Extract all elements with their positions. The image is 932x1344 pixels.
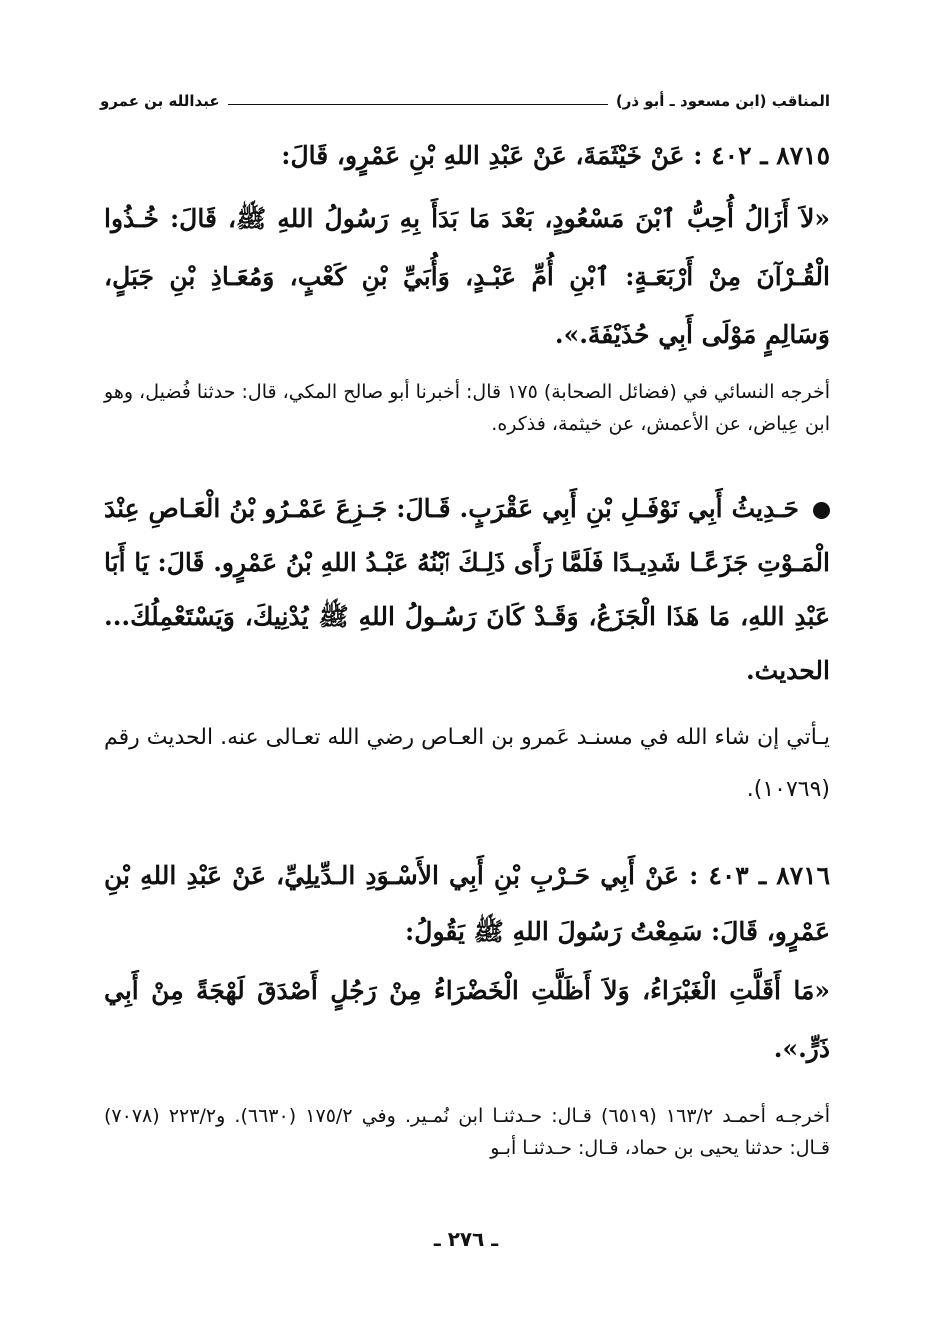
hadith-8715-heading: ٨٧١٥ ـ ٤٠٢ : عَنْ خَيْثَمَةَ، عَنْ عَبْدِ اللهِ بْنِ عَمْرٍو، قَالَ: <box>281 141 830 170</box>
hadith-8715-text: «لاَ أَزَالُ أُحِبُّ ٱبْنَ مَسْعُودٍ، بَعْدَ مَا بَدَأَ بِهِ رَسُولُ اللهِ ﷺ، قَالَ: خُـذُوا الْقُـرْآنَ مِنْ أَرْبَعَـةٍ: ٱبْنِ أُمِّ عَبْـدٍ، وَأُبَيِّ بْنِ كَعْبٍ، وَمُعَـاذِ بْنِ جَبَلٍ، وَسَالِمٍ مَوْلَى أَبِي حُذَيْفَةَ.». <box>104 204 830 349</box>
header-rule <box>228 104 608 105</box>
takhrij-8716: أخرجـه أحمـد ١٦٣/٢ (٦٥١٩) قـال: حـدثنـا ابن نُمـير. وفي ١٧٥/٢ (٦٦٣٠). و٢٢٣/٢ (٧٠٧٨) قـال: حدثنا يحيى بن حماد، قـال: حـدثنـا أبـو <box>104 1105 831 1159</box>
running-header <box>100 84 830 110</box>
takhrij-8715: أخرجه النسائي في (فضائل الصحابة) ١٧٥ قال: أخبرنا أبو صالح المكي، قال: حدثنا فُضيل، وهو ابن عِياض، عن الأعمش، عن خيثمة، فذكره. <box>104 381 830 435</box>
narrative-paragraph <box>104 482 830 698</box>
bullet-icon <box>813 502 830 519</box>
header-chapter-title: عبدالله بن عمرو <box>100 92 220 110</box>
narrative-text: حَـدِيثُ أَبِي نَوْفَـلِ بْنِ أَبِي عَقْرَبٍ. قَـالَ: جَـزِعَ عَمْـرُو بْنُ الْعَـاصِ عِنْدَ الْمَـوْتِ جَزَعًـا شَدِيـدًا فَلَمَّا رَأَى ذَلِـكَ ٱبْنُهُ عَبْـدُ اللهِ بْنُ عَمْرٍو. قَالَ: يَا أَبَا عَبْدِ اللهِ، مَا هَذَا الْجَزَعُ، وَقَـدْ كَانَ رَسُـولُ اللهِ ﷺ يُدْنِيكَ، وَيَسْتَعْمِلُكَ... الحديث. <box>104 494 830 685</box>
page-number: ـ ٢٧٦ ـ <box>433 1227 499 1251</box>
cross-reference-note: يـأتي إن شاء الله في مسنـد عَمرو بن العـاص رضي الله تعـالى عنه. الحديث رقم (١٠٧٦٩). <box>104 725 830 802</box>
header-section-title: المناقب (ابن مسعود ـ أبو ذر) <box>615 92 830 110</box>
hadith-8716-text: «مَا أَقَلَّتِ الْغَبْرَاءُ، وَلاَ أَظَلَّتِ الْخَضْرَاءُ مِنْ رَجُلٍ أَصْدَقَ لَهْجَةً مِنْ أَبِي ذَرٍّ.». <box>104 976 830 1063</box>
hadith-8716-heading: ٨٧١٦ ـ ٤٠٣ : عَنْ أَبِي حَـرْبِ بْنِ أَبِي الأَسْـوَدِ الـدِّيلِيِّ، عَنْ عَبْدِ اللهِ بْنِ عَمْرٍو، قَالَ: سَمِعْتُ رَسُولَ اللهِ ﷺ يَقُولُ: <box>104 861 831 946</box>
